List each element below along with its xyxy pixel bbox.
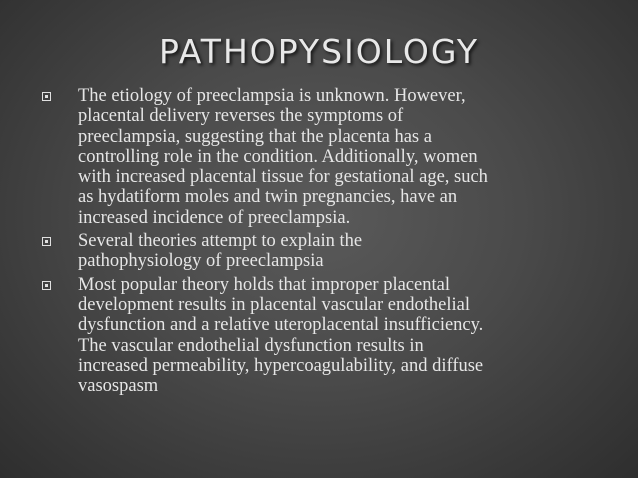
slide-title: PATHOPYSIOLOGY xyxy=(158,32,479,71)
bullet-line: development results in placental vascular endothelial xyxy=(78,294,470,315)
bullet-item xyxy=(40,86,610,228)
bullet-item xyxy=(40,231,610,272)
bullet-line: The vascular endothelial dysfunction results in xyxy=(78,335,424,356)
bullet-list xyxy=(40,86,610,399)
checkbox-bullet-icon xyxy=(42,92,51,101)
bullet-line: increased permeability, hypercoagulability, and diffuse xyxy=(78,355,484,376)
bullet-line: increased incidence of preeclampsia. xyxy=(78,207,351,228)
bullet-line: dysfunction and a relative uteroplacental insufficiency. xyxy=(78,315,484,336)
bullet-line: pathophysiology of preeclampsia xyxy=(78,251,324,272)
bullet-line: The etiology of preeclampsia is unknown. However, xyxy=(78,86,466,106)
checkbox-bullet-icon xyxy=(42,237,51,246)
bullet-line: Several theories attempt to explain the xyxy=(78,231,363,252)
bullet-line: vasospasm xyxy=(78,376,159,397)
bullet-line: placental delivery reverses the symptoms of xyxy=(78,106,404,127)
bullet-line: as hydatiform moles and twin pregnancies, have an xyxy=(78,187,458,208)
bullet-line: preeclampsia, suggesting that the placenta has a xyxy=(78,126,432,147)
bullet-line: with increased placental tissue for gestational age, such xyxy=(78,167,488,188)
checkbox-bullet-icon xyxy=(42,281,51,290)
bullet-item xyxy=(40,275,610,397)
bullet-line: controlling role in the condition. Additionally, women xyxy=(78,146,478,167)
bullet-line: Most popular theory holds that improper placental xyxy=(78,274,450,295)
